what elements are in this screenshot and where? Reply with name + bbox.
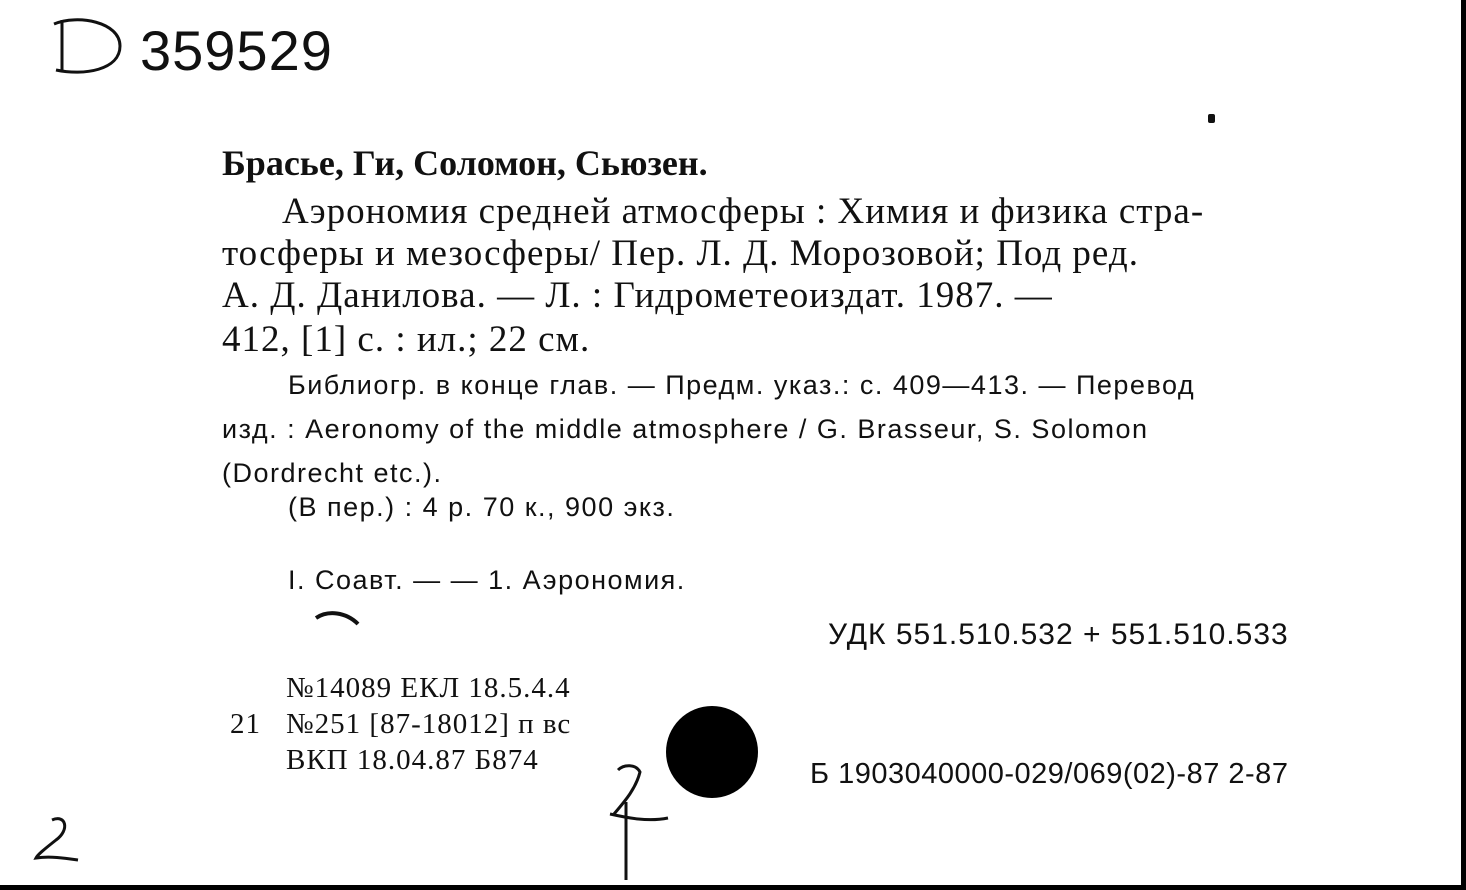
- title-line-1: Аэрономия средней атмосферы : Химия и физика стра-: [282, 191, 1205, 232]
- handwritten-d-mark: [48, 12, 126, 78]
- ink-dot: [1208, 114, 1215, 123]
- tracing-line: I. Соавт. — — 1. Аэрономия.: [288, 565, 686, 595]
- note-line-4: (В пер.) : 4 р. 70 к., 900 экз.: [288, 492, 676, 522]
- handwritten-two-mark: [26, 810, 86, 866]
- title-line-4: 412, [1] с. : ил.; 22 см.: [222, 319, 591, 360]
- code-line-3: ВКП 18.04.87 Б874: [286, 744, 539, 776]
- code-prefix: 21: [230, 708, 261, 740]
- title-line-2: тосферы и мезосферы/ Пер. Л. Д. Морозовой; Под ред.: [222, 233, 1139, 274]
- code-line-2: №251 [87-18012] п вс: [286, 708, 572, 740]
- note-line-1: Библиогр. в конце глав. — Предм. указ.: с. 409—413. — Перевод: [288, 370, 1196, 400]
- handwritten-seven-mark: [596, 752, 686, 884]
- publisher-code: Б 1903040000-029/069(02)-87 2-87: [810, 758, 1289, 790]
- title-line-3: А. Д. Данилова. — Л. : Гидрометеоиздат. 1987. —: [222, 275, 1053, 316]
- check-mark-icon: [312, 602, 364, 630]
- note-line-2: изд. : Aeronomy of the middle atmosphere / G. Brasseur, S. Solomon: [222, 414, 1149, 444]
- card-heading-authors: Брасье, Ги, Соломон, Сьюзен.: [222, 143, 708, 183]
- code-line-1: №14089 ЕКЛ 18.5.4.4: [286, 672, 571, 704]
- note-line-3: (Dordrecht etc.).: [222, 458, 443, 488]
- catalog-number: 359529: [140, 19, 333, 82]
- udk-classification: УДК 551.510.532 + 551.510.533: [828, 618, 1289, 651]
